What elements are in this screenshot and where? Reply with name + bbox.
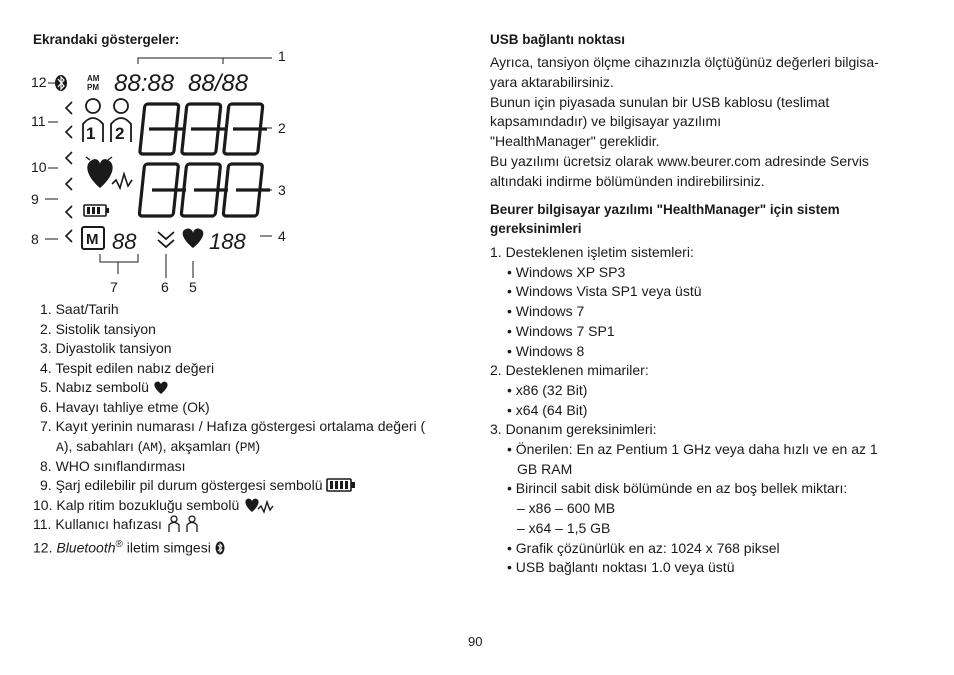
legend-item-2: 2. Sistolik tansiyon — [40, 321, 156, 337]
user-2-label: 2 — [115, 124, 125, 143]
requirement-line: 1. Desteklenen işletim sistemleri: — [490, 244, 694, 260]
usb-line: yara aktarabilirsiniz. — [490, 73, 614, 90]
pulse-heart-icon — [183, 228, 204, 248]
page-number: 90 — [468, 634, 483, 649]
heart-icon — [153, 380, 169, 394]
legend-item-9: 9. Şarj edilebilir pil durum göstergesi sembolü — [40, 476, 356, 496]
memory-digits: 88 — [112, 229, 137, 254]
am-icon: AM — [142, 440, 159, 455]
usb-line: Bu yazılımı ücretsiz olarak www.beurer.com adresinde Servis — [490, 153, 869, 169]
legend-item-8: 8. WHO sınıflandırması — [40, 458, 186, 474]
legend-item-4: 4. Tespit edilen nabız değeri — [40, 360, 215, 376]
requirement-line: • x64 (64 Bit) — [507, 401, 588, 418]
who-classification-arrows — [66, 102, 72, 242]
legend-item-11: 11. Kullanıcı hafızası — [33, 515, 202, 535]
user-1-label: 1 — [86, 124, 96, 143]
callout-2: 2 — [278, 120, 286, 136]
usb-line: altındaki indirme bölümünden indirebilirsiniz. — [490, 172, 765, 189]
am-indicator: AM — [87, 74, 100, 83]
legend-item-6: 6. Havayı tahliye etme (Ok) — [40, 399, 210, 415]
legend-item-10: 10. Kalp ritim bozukluğu sembolü — [33, 496, 275, 516]
requirement-line: – x64 – 1,5 GB — [517, 519, 611, 536]
callout-4: 4 — [278, 228, 286, 244]
requirement-line: • Windows 7 SP1 — [507, 322, 615, 339]
usb-heading: USB bağlantı noktası — [490, 32, 626, 47]
callout-8: 8 — [31, 231, 39, 247]
requirement-line: • Önerilen: En az Pentium 1 GHz veya daha hızlı ve en az 1 — [507, 441, 878, 457]
legend-item-7-cont: A), sabahları (AM), akşamları (PM) — [56, 438, 260, 455]
callout-5: 5 — [189, 279, 197, 295]
callout-6: 6 — [161, 279, 169, 295]
lcd-time: 88:88 — [114, 70, 175, 97]
callout-1: 1 — [278, 48, 286, 64]
usb-line: Bunun için piyasada sunulan bir USB kablosu (teslimat — [490, 93, 830, 110]
user-icons-small — [166, 515, 202, 533]
requirement-line: 3. Donanım gereksinimleri: — [490, 421, 657, 438]
callout-7: 7 — [110, 279, 118, 295]
systolic-digits — [140, 104, 267, 154]
legend-item-7: 7. Kayıt yerinin numarası / Hafıza göstergesi ortalama değeri ( — [40, 418, 426, 434]
callout-10: 10 — [31, 159, 47, 175]
callout-9: 9 — [31, 191, 39, 207]
usb-line: "HealthManager" gereklidir. — [490, 133, 660, 150]
pulse-digits: 188 — [209, 229, 246, 254]
legend-item-1: 1. Saat/Tarih — [40, 301, 119, 317]
usb-line: Ayrıca, tansiyon ölçme cihazınızla ölçtüğünüz değerleri bilgisa- — [490, 54, 879, 70]
requirement-line: • Birincil sabit disk bölümünde en az boş bellek miktarı: — [507, 480, 848, 497]
irregular-heartbeat-icon-small — [243, 496, 275, 514]
callout-3: 3 — [278, 182, 286, 198]
pm-icon: PM — [239, 440, 256, 455]
irregular-heartbeat-icon — [86, 157, 132, 188]
requirement-line: • USB bağlantı noktası 1.0 veya üstü — [507, 559, 735, 576]
pm-indicator: PM — [87, 83, 99, 92]
memory-letter: M — [86, 231, 99, 248]
battery-icon-small — [326, 478, 356, 492]
requirement-line: 2. Desteklenen mimariler: — [490, 362, 649, 379]
requirement-line: • x86 (32 Bit) — [507, 381, 588, 398]
average-icon: A — [56, 440, 64, 455]
requirements-heading-line2: gereksinimleri — [490, 221, 582, 236]
requirement-line: – x86 – 600 MB — [517, 500, 616, 517]
requirement-line: • Windows Vista SP1 veya üstü — [507, 283, 702, 300]
diastolic-digits — [139, 164, 270, 216]
lcd-display-diagram — [28, 46, 288, 295]
requirement-line: • Windows 8 — [507, 342, 585, 359]
lcd-date: 88/88 — [188, 70, 249, 97]
bluetooth-icon — [55, 75, 67, 91]
requirement-line: GB RAM — [517, 460, 573, 477]
battery-icon — [84, 205, 109, 216]
display-heading: Ekrandaki göstergeler: — [33, 32, 180, 47]
bluetooth-icon-small — [215, 541, 225, 555]
requirement-line: • Windows XP SP3 — [507, 263, 626, 280]
callout-12: 12 — [31, 74, 47, 90]
requirement-line: • Grafik çözünürlük en az: 1024 x 768 piksel — [507, 539, 780, 556]
requirements-heading-line1: Beurer bilgisayar yazılımı "HealthManager" için sistem — [490, 202, 840, 217]
legend-item-3: 3. Diyastolik tansiyon — [40, 340, 172, 356]
legend-item-12: 12. Bluetooth® iletim simgesi — [33, 535, 225, 558]
callout-11: 11 — [31, 113, 46, 129]
usb-line: kapsamındadır) ve bilgisayar yazılımı — [490, 113, 722, 130]
legend-item-5: 5. Nabız sembolü — [40, 378, 169, 398]
requirement-line: • Windows 7 — [507, 303, 585, 320]
deflate-arrow-icon — [158, 232, 174, 247]
